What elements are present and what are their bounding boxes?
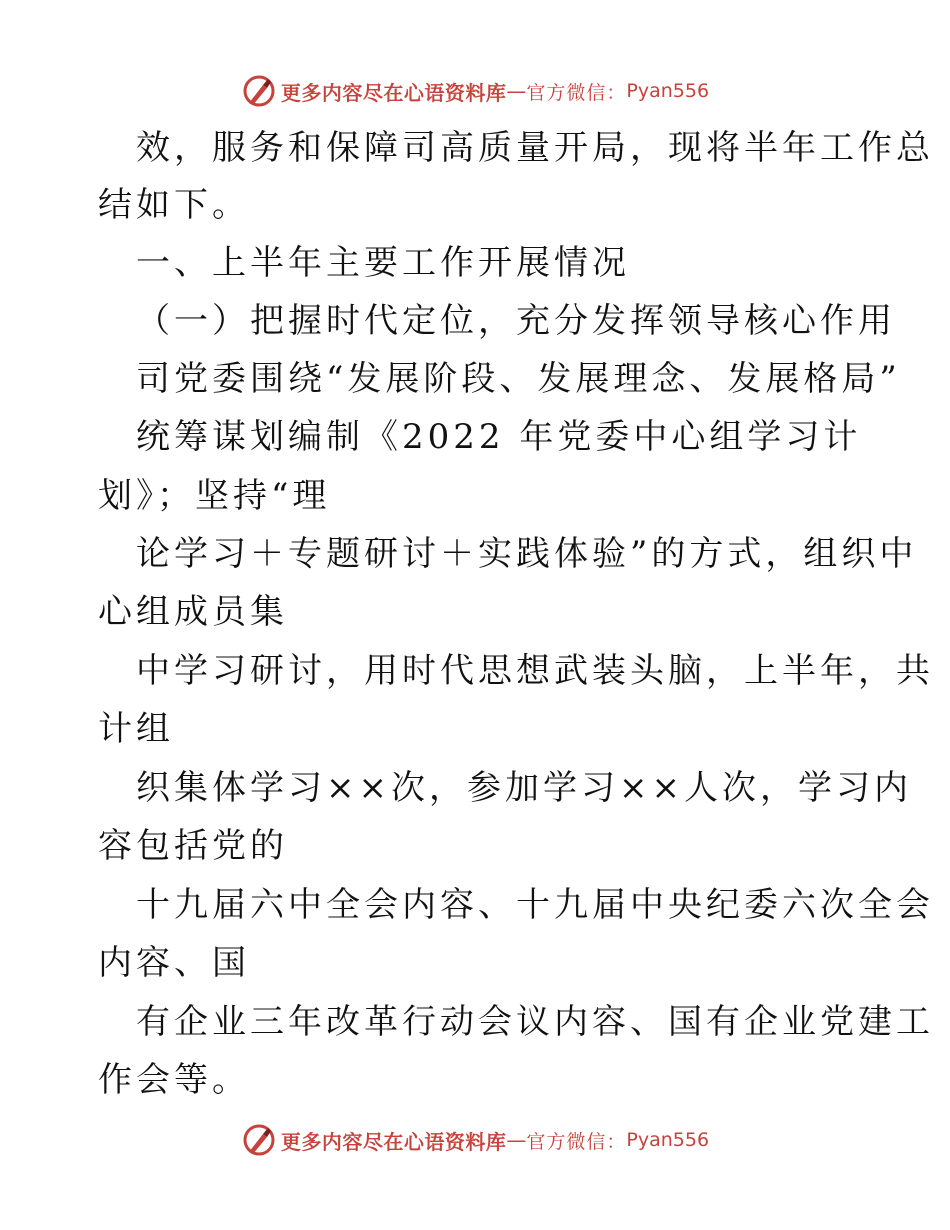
text-line: 容包括党的	[98, 826, 288, 866]
text-line: 统筹谋划编制《2022 年党委中心组学习计	[136, 417, 862, 457]
section-heading: 一、上半年主要工作开展情况	[136, 243, 630, 283]
header-banner	[0, 71, 950, 111]
text-line: 心组成员集	[98, 592, 288, 632]
text-line: 织集体学习××次，参加学习××人次，学习内	[136, 768, 912, 808]
text-line: 内容、国	[98, 943, 250, 983]
subsection-heading: （一）把握时代定位，充分发挥领导核心作用	[136, 301, 896, 341]
banner-wechat-id: Pyan556	[626, 1129, 710, 1151]
text-line: 作会等。	[98, 1060, 250, 1100]
banner-wechat-id: Pyan556	[626, 80, 710, 102]
text-line: 有企业三年改革行动会议内容、国有企业党建工	[136, 1002, 934, 1042]
text-line: 效，服务和保障司高质量开局，现将半年工作总	[136, 128, 934, 168]
text-line: 十九届六中全会内容、十九届中央纪委六次全会	[136, 885, 934, 925]
banner-main-text: 更多内容尽在心语资料库	[280, 1129, 507, 1154]
text-line: 中学习研讨，用时代思想武装头脑，上半年，共	[136, 651, 934, 691]
banner-main-text: 更多内容尽在心语资料库	[280, 80, 507, 105]
banner-wechat-label: 官方微信：	[526, 1130, 627, 1153]
text-line: 计组	[98, 709, 174, 749]
banner-separator: —	[506, 79, 527, 103]
text-line: 划》；坚持“理	[98, 476, 331, 516]
text-line: 结如下。	[98, 185, 250, 225]
footer-banner	[0, 1120, 950, 1160]
pen-logo-icon	[241, 73, 277, 109]
text-line: 司党委围绕“发展阶段、发展理念、发展格局”	[136, 359, 901, 399]
text-line: 论学习＋专题研讨＋实践体验”的方式，组织中	[136, 534, 918, 574]
banner-wechat-label: 官方微信：	[526, 81, 627, 104]
banner-separator: —	[506, 1128, 527, 1152]
pen-logo-icon	[241, 1122, 277, 1158]
